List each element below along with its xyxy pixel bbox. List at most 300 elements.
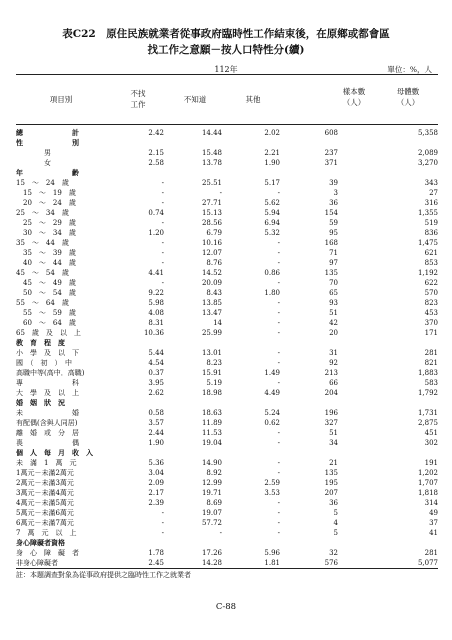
table-row [16, 308, 438, 318]
cell-other: 5.96 [264, 549, 280, 557]
table-row [16, 428, 438, 438]
cell-other: 1.80 [264, 289, 280, 297]
cell-population: 1,192 [417, 269, 438, 277]
table-row [16, 418, 438, 428]
row-label: 1萬元－未滿2萬元 [16, 469, 74, 477]
cell-population: 314 [424, 499, 438, 507]
cell-unknown: - [219, 189, 222, 197]
cell-other: - [277, 529, 280, 537]
cell-population: 2,875 [417, 419, 438, 427]
cell-other: - [277, 309, 280, 317]
row-label: 男 [16, 149, 51, 157]
cell-population: 821 [424, 359, 438, 367]
cell-sample-size: 51 [329, 309, 338, 317]
cell-no-search: 10.36 [143, 329, 164, 337]
cell-other: 2.02 [264, 129, 280, 137]
cell-population: 570 [424, 289, 438, 297]
cell-other: - [277, 499, 280, 507]
cell-unknown: 12.99 [201, 479, 222, 487]
cell-population: 302 [424, 439, 438, 447]
cell-no-search: 2.44 [148, 429, 164, 437]
table-row [16, 508, 438, 518]
table-row [16, 268, 438, 278]
row-label: 55 ～ 64 歲 [16, 299, 69, 307]
cell-sample-size: 36 [329, 499, 338, 507]
row-label: 國 （ 初 ） 中 [16, 359, 72, 367]
cell-no-search [106, 138, 164, 148]
row-label: 25 ～ 29 歲 [16, 219, 76, 227]
cell-no-search: 1.90 [148, 439, 164, 447]
row-label: 身心障礙者資格 [16, 538, 65, 547]
cell-other: - [277, 189, 280, 197]
row-label: 未 婚 [16, 409, 79, 417]
table-bottom-rule [16, 568, 438, 569]
cell-no-search: 1.20 [148, 229, 164, 237]
row-label: 7 萬 元 以 上 [16, 529, 77, 537]
cell-sample-size: 71 [329, 249, 338, 257]
cell-unknown: 8.43 [206, 289, 222, 297]
cell-no-search [106, 448, 164, 458]
cell-no-search: - [161, 249, 164, 257]
cell-other: 5.32 [264, 229, 280, 237]
table-row [16, 368, 438, 378]
cell-other [222, 168, 280, 178]
cell-population: 316 [424, 199, 438, 207]
cell-other: - [277, 469, 280, 477]
row-label: 45 ～ 49 歲 [16, 279, 76, 287]
cell-sample-size: 65 [329, 289, 338, 297]
cell-other: 2.21 [264, 149, 280, 157]
cell-sample-size [280, 398, 338, 408]
row-label: 15 ～ 24 歲 [16, 179, 69, 187]
table-row [16, 458, 438, 468]
table-row [16, 348, 438, 358]
cell-no-search: - [161, 529, 164, 537]
cell-other [222, 448, 280, 458]
row-label: 55 ～ 59 歲 [16, 309, 76, 317]
cell-unknown: - [219, 529, 222, 537]
cell-population: 1,202 [417, 469, 438, 477]
cell-no-search [106, 398, 164, 408]
header-bottom-rule [16, 124, 438, 125]
cell-other: 1.90 [264, 159, 280, 167]
footnote: 註：本題調查對象為從事政府提供之臨時性工作之就業者 [16, 571, 191, 579]
cell-no-search: 0.74 [148, 209, 164, 217]
table-row [16, 408, 438, 418]
cell-population: 3,270 [417, 159, 438, 167]
cell-sample-size [280, 338, 338, 348]
row-label: 20 ～ 24 歲 [16, 199, 76, 207]
table-row [16, 398, 438, 408]
cell-sample-size: 70 [329, 279, 338, 287]
cell-unknown: 18.63 [201, 409, 222, 417]
cell-other: 1.49 [264, 369, 280, 377]
cell-unknown: 6.79 [206, 229, 222, 237]
cell-population [338, 398, 438, 408]
table-row [16, 148, 438, 158]
table-row [16, 538, 438, 548]
row-label: 40 ～ 44 歲 [16, 259, 76, 267]
cell-population: 2,089 [417, 149, 438, 157]
cell-no-search: 5.98 [148, 299, 164, 307]
cell-population: 1,818 [417, 489, 438, 497]
cell-other: - [277, 259, 280, 267]
cell-no-search: 2.45 [148, 559, 164, 567]
row-label: 身 心 障 礙 者 [16, 549, 79, 557]
cell-population: 836 [424, 229, 438, 237]
row-label: 教 育 程 度 [16, 338, 65, 347]
cell-sample-size: 371 [324, 159, 338, 167]
row-label: 離 婚 或 分 居 [16, 429, 79, 437]
cell-sample-size: 168 [324, 239, 338, 247]
cell-no-search: 4.08 [148, 309, 164, 317]
cell-unknown [164, 138, 222, 148]
cell-sample-size: 93 [329, 299, 338, 307]
cell-unknown: 13.47 [201, 309, 222, 317]
header-col-other: 其他 [245, 95, 261, 104]
cell-population: 281 [424, 349, 438, 357]
cell-unknown: 15.91 [201, 369, 222, 377]
table-row [16, 128, 438, 138]
cell-unknown: 20.09 [201, 279, 222, 287]
cell-no-search: 3.95 [148, 379, 164, 387]
cell-unknown: 5.19 [206, 379, 222, 387]
cell-no-search: - [161, 259, 164, 267]
row-label: 專 科 [16, 379, 79, 387]
table-row [16, 438, 438, 448]
cell-no-search: 2.62 [148, 389, 164, 397]
cell-no-search: - [161, 199, 164, 207]
cell-no-search: 2.39 [148, 499, 164, 507]
cell-population [338, 338, 438, 348]
header-col-population: 母體數 （人） [396, 87, 420, 107]
table-row [16, 318, 438, 328]
cell-unknown: 19.07 [201, 509, 222, 517]
table-subtitle: 找工作之意願－按人口特性分(續) [147, 44, 305, 56]
cell-no-search: - [161, 239, 164, 247]
table-row [16, 548, 438, 558]
table-row [16, 188, 438, 198]
table-row [16, 238, 438, 248]
table-row [16, 288, 438, 298]
cell-unknown: 13.01 [201, 349, 222, 357]
cell-other: 5.94 [264, 209, 280, 217]
cell-population: 5,077 [417, 559, 438, 567]
cell-population [338, 138, 438, 148]
cell-no-search: 5.36 [148, 459, 164, 467]
cell-no-search: 8.31 [148, 319, 164, 327]
table-row [16, 138, 438, 148]
cell-population: 41 [429, 529, 438, 537]
cell-sample-size: 196 [324, 409, 338, 417]
cell-other: - [277, 509, 280, 517]
cell-other: - [277, 519, 280, 527]
row-label: 25 ～ 34 歲 [16, 209, 69, 217]
table-row [16, 478, 438, 488]
row-label: 年 齡 [16, 168, 79, 177]
row-label: 35 ～ 39 歲 [16, 249, 76, 257]
cell-unknown: 18.98 [201, 389, 222, 397]
table-row [16, 358, 438, 368]
cell-population [338, 448, 438, 458]
cell-sample-size: 195 [324, 479, 338, 487]
cell-other: - [277, 319, 280, 327]
table-row [16, 168, 438, 178]
cell-no-search [106, 338, 164, 348]
cell-sample-size: 51 [329, 429, 338, 437]
cell-sample-size: 32 [329, 549, 338, 557]
cell-other: 2.59 [264, 479, 280, 487]
cell-other: - [277, 249, 280, 257]
row-label: 大 學 及 以 上 [16, 389, 79, 397]
cell-other [222, 538, 280, 548]
cell-unknown: 14.52 [201, 269, 222, 277]
cell-sample-size [280, 538, 338, 548]
cell-unknown: 13.85 [201, 299, 222, 307]
cell-unknown: 15.48 [201, 149, 222, 157]
cell-unknown [164, 338, 222, 348]
cell-other: 5.62 [264, 199, 280, 207]
table-row [16, 248, 438, 258]
cell-other: 0.86 [264, 269, 280, 277]
row-label: 65 歲 及 以 上 [16, 329, 81, 337]
row-label: 女 [16, 159, 51, 167]
cell-population: 343 [424, 179, 438, 187]
cell-other [222, 338, 280, 348]
cell-sample-size: 21 [329, 459, 338, 467]
page-number: C-88 [215, 602, 237, 612]
cell-sample-size: 154 [324, 209, 338, 217]
table-row [16, 488, 438, 498]
table-row [16, 498, 438, 508]
cell-no-search: 4.54 [148, 359, 164, 367]
cell-unknown: 25.99 [201, 329, 222, 337]
cell-sample-size: 204 [324, 389, 338, 397]
cell-population: 37 [429, 519, 438, 527]
row-label: 婚 姻 狀 況 [16, 398, 65, 407]
cell-unknown: 14.28 [201, 559, 222, 567]
table-title: 表C22 原住民族就業者從事政府臨時性工作結束後，在原鄉或都會區 [62, 28, 390, 40]
cell-population: 1,792 [417, 389, 438, 397]
table-row [16, 338, 438, 348]
cell-unknown: 11.53 [201, 429, 222, 437]
cell-other: - [277, 349, 280, 357]
cell-sample-size: 327 [324, 419, 338, 427]
cell-sample-size: 34 [329, 439, 338, 447]
cell-population: 621 [424, 249, 438, 257]
cell-sample-size: 135 [324, 469, 338, 477]
cell-population: 191 [424, 459, 438, 467]
cell-no-search: 2.17 [148, 489, 164, 497]
cell-population: 5,358 [417, 129, 438, 137]
cell-unknown: 8.23 [206, 359, 222, 367]
header-col-no-search: 不找 工作 [130, 89, 146, 109]
table-row [16, 228, 438, 238]
cell-population: 622 [424, 279, 438, 287]
row-label: 總 計 [16, 128, 79, 137]
cell-unknown: 15.13 [201, 209, 222, 217]
row-label: 未 滿 1 萬 元 [16, 459, 77, 467]
unit-label: 單位：%，人 [387, 65, 432, 74]
cell-other: - [277, 359, 280, 367]
cell-sample-size: 207 [324, 489, 338, 497]
cell-unknown [164, 398, 222, 408]
cell-unknown: 11.89 [201, 419, 222, 427]
cell-unknown: 8.92 [206, 469, 222, 477]
table-row [16, 178, 438, 188]
cell-unknown: 19.71 [201, 489, 222, 497]
cell-unknown [164, 538, 222, 548]
cell-no-search [106, 538, 164, 548]
row-label: 4萬元－未滿5萬元 [16, 499, 74, 507]
cell-unknown [164, 448, 222, 458]
cell-unknown: 27.71 [201, 199, 222, 207]
cell-no-search: 9.22 [148, 289, 164, 297]
cell-unknown: 8.76 [206, 259, 222, 267]
cell-sample-size [280, 448, 338, 458]
cell-no-search: 3.04 [148, 469, 164, 477]
cell-sample-size: 59 [329, 219, 338, 227]
cell-other: - [277, 299, 280, 307]
cell-no-search: 2.09 [148, 479, 164, 487]
cell-other: - [277, 459, 280, 467]
table-row [16, 448, 438, 458]
cell-sample-size [280, 138, 338, 148]
cell-population: 1,475 [417, 239, 438, 247]
cell-sample-size: 92 [329, 359, 338, 367]
cell-no-search: 3.57 [148, 419, 164, 427]
cell-other: 4.49 [264, 389, 280, 397]
table-row [16, 208, 438, 218]
cell-no-search: - [161, 179, 164, 187]
cell-sample-size: 135 [324, 269, 338, 277]
cell-unknown [164, 168, 222, 178]
cell-other: - [277, 429, 280, 437]
cell-other: 6.94 [264, 219, 280, 227]
row-label: 45 ～ 54 歲 [16, 269, 69, 277]
row-label: 非身心障礙者 [16, 559, 58, 567]
table-row [16, 558, 438, 568]
cell-other: 5.24 [264, 409, 280, 417]
table-row [16, 278, 438, 288]
cell-other: 3.53 [264, 489, 280, 497]
cell-no-search: - [161, 509, 164, 517]
cell-other: - [277, 329, 280, 337]
header-col-unknown: 不知道 [183, 95, 207, 104]
cell-other: - [277, 279, 280, 287]
data-table [16, 128, 438, 568]
cell-sample-size: 66 [329, 379, 338, 387]
cell-population: 27 [429, 189, 438, 197]
cell-population [338, 168, 438, 178]
cell-unknown: 8.69 [206, 499, 222, 507]
cell-no-search [106, 168, 164, 178]
cell-population: 370 [424, 319, 438, 327]
row-label: 2萬元－未滿3萬元 [16, 479, 74, 487]
cell-population: 171 [424, 329, 438, 337]
cell-population: 1,883 [417, 369, 438, 377]
row-label: 性 別 [16, 138, 79, 147]
table-row [16, 328, 438, 338]
cell-no-search: - [161, 279, 164, 287]
cell-population: 281 [424, 549, 438, 557]
cell-population: 583 [424, 379, 438, 387]
header-top-rule [16, 74, 438, 75]
cell-other: - [277, 379, 280, 387]
table-row [16, 468, 438, 478]
cell-unknown: 17.26 [201, 549, 222, 557]
table-row [16, 218, 438, 228]
cell-population [338, 538, 438, 548]
cell-population: 1,731 [417, 409, 438, 417]
cell-unknown: 14.90 [201, 459, 222, 467]
row-label: 35 ～ 44 歲 [16, 239, 69, 247]
cell-population: 453 [424, 309, 438, 317]
cell-sample-size: 213 [324, 369, 338, 377]
table-row [16, 528, 438, 538]
cell-sample-size: 42 [329, 319, 338, 327]
table-row [16, 198, 438, 208]
cell-no-search: 4.41 [148, 269, 164, 277]
cell-no-search: 2.58 [148, 159, 164, 167]
cell-population: 823 [424, 299, 438, 307]
row-label: 60 ～ 64 歲 [16, 319, 76, 327]
cell-no-search: - [161, 219, 164, 227]
table-row [16, 388, 438, 398]
cell-population: 1,355 [417, 209, 438, 217]
row-label: 3萬元－未滿4萬元 [16, 489, 74, 497]
row-label: 喪 偶 [16, 439, 79, 447]
cell-sample-size: 36 [329, 199, 338, 207]
cell-no-search: 5.44 [148, 349, 164, 357]
cell-no-search: 2.42 [148, 129, 164, 137]
cell-sample-size: 31 [329, 349, 338, 357]
row-label: 15 ～ 19 歲 [16, 189, 76, 197]
cell-other: - [277, 439, 280, 447]
row-label: 有配偶(含與人同居) [16, 419, 78, 427]
cell-population: 49 [429, 509, 438, 517]
row-label: 個 人 每 月 收 入 [16, 448, 93, 457]
cell-sample-size: 20 [329, 329, 338, 337]
cell-unknown: 57.72 [201, 519, 222, 527]
cell-sample-size: 97 [329, 259, 338, 267]
cell-population: 853 [424, 259, 438, 267]
table-row [16, 378, 438, 388]
row-label: 5萬元－未滿6萬元 [16, 509, 74, 517]
header-item: 項目別 [49, 95, 73, 104]
cell-unknown: 13.78 [201, 159, 222, 167]
cell-other [222, 398, 280, 408]
table-row [16, 158, 438, 168]
row-label: 6萬元－未滿7萬元 [16, 519, 74, 527]
cell-unknown: 28.56 [201, 219, 222, 227]
cell-no-search: - [161, 519, 164, 527]
cell-population: 519 [424, 219, 438, 227]
cell-unknown: 25.51 [201, 179, 222, 187]
cell-other [222, 138, 280, 148]
row-label: 高職中等(高中．高職) [16, 369, 85, 377]
cell-unknown: 12.07 [201, 249, 222, 257]
year-label: 112年 [214, 65, 238, 74]
cell-population: 1,707 [417, 479, 438, 487]
cell-no-search: 2.15 [148, 149, 164, 157]
table-row [16, 258, 438, 268]
row-label: 30 ～ 34 歲 [16, 229, 76, 237]
cell-unknown: 10.16 [201, 239, 222, 247]
cell-no-search: 0.37 [148, 369, 164, 377]
cell-sample-size: 608 [324, 129, 338, 137]
cell-unknown: 14 [213, 319, 222, 327]
